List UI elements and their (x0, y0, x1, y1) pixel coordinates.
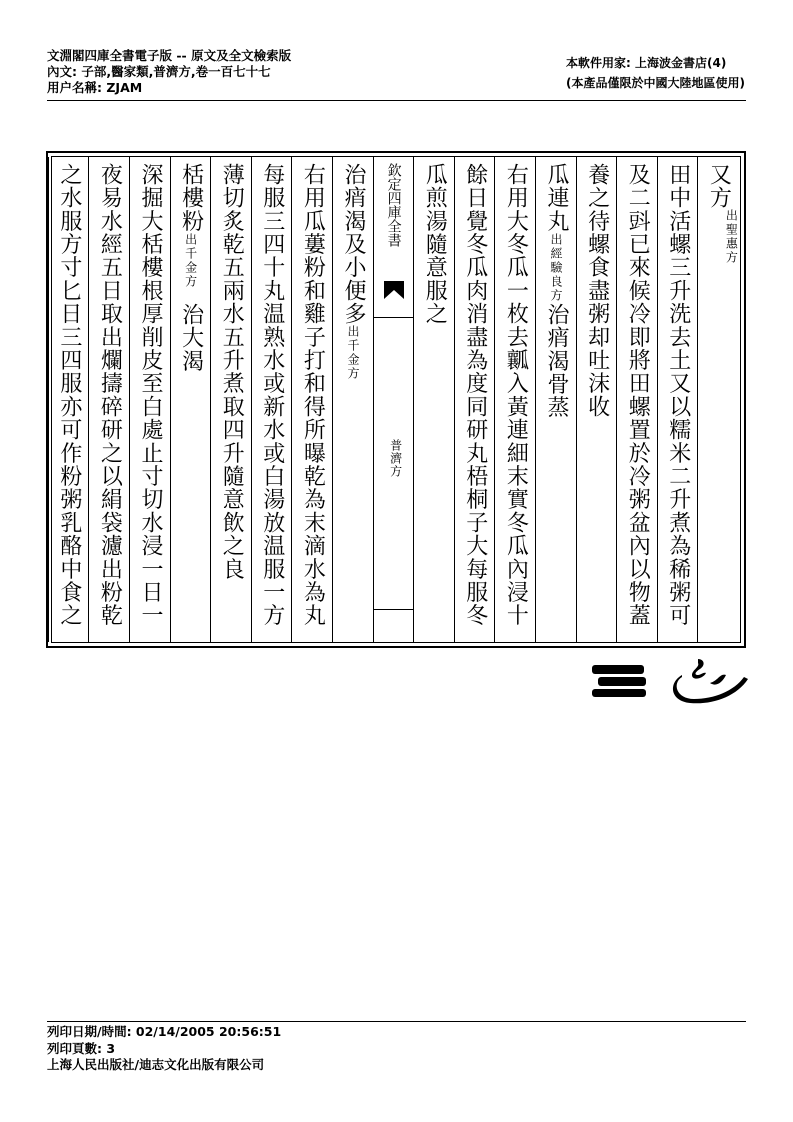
column-text (617, 163, 657, 642)
main-text: 之水服方寸匕日三四服亦可作粉粥乳酪中食之 (56, 163, 82, 627)
column-text (171, 163, 211, 642)
text-column (413, 157, 454, 642)
text-column (454, 157, 495, 642)
header-licensee: 本軟件用家: 上海波金書店(4) (566, 56, 727, 70)
column-text (658, 163, 698, 642)
text-column (697, 157, 738, 642)
main-text: 瓜連丸 (544, 163, 569, 233)
column-text (292, 163, 332, 642)
footer-divider (47, 1021, 746, 1022)
source-annotation: 出聖惠方 (724, 209, 738, 266)
spine-rule (374, 317, 414, 318)
text-column (576, 157, 617, 642)
main-text: 薄切炙乾五兩水五升煮取四升隨意飲之良 (219, 163, 245, 581)
text-column (494, 157, 535, 642)
header-region-note: (本產品僅限於中國大陸地區使用) (566, 76, 745, 90)
main-text: 深掘大栝樓根厚削皮至白處止寸切水浸一日一 (138, 163, 163, 627)
main-text: 治痟渴及小便多 (341, 163, 366, 326)
source-annotation: 出千金方 (183, 232, 198, 289)
main-text: 治痟渴骨蒸 (544, 302, 569, 419)
column-text (49, 163, 89, 642)
column-text (252, 163, 292, 642)
publisher-logo (590, 655, 750, 705)
print-datetime: 列印日期/時間: 02/14/2005 20:56:51 (47, 1024, 282, 1039)
main-text: 餘日覺冬瓜肉消盡為度同研丸梧桐子大每服冬 (462, 163, 488, 627)
text-column (657, 157, 698, 642)
text-frame (46, 151, 746, 648)
spine-column (373, 157, 414, 642)
main-text: 及二㪷已來候冷即將田螺置於冷粥盆內以物蓋 (625, 163, 651, 627)
main-text: 右用瓜蔞粉和雞子打和得所曝乾為末滴水為丸 (300, 163, 326, 627)
source-annotation: 出千金方 (346, 325, 360, 382)
main-text: 又方 (706, 163, 732, 210)
text-column (170, 157, 211, 642)
text-column (332, 157, 373, 642)
main-text: 瓜煎湯隨意服之 (422, 163, 448, 326)
column-text (130, 163, 170, 642)
header-left (47, 48, 291, 96)
column-text (536, 163, 576, 642)
header-title: 文淵閣四庫全書電子版 -- 原文及全文檢索版 (47, 48, 292, 63)
main-text: 養之待螺食盡粥却吐沫收 (584, 163, 610, 419)
text-column (616, 157, 657, 642)
column-text (211, 163, 251, 642)
column-text (414, 163, 454, 642)
text-column (129, 157, 170, 642)
print-page-count: 列印頁數: 3 (47, 1040, 116, 1056)
column-text (333, 163, 373, 642)
text-column (535, 157, 576, 642)
column-text (495, 163, 535, 642)
header-username: 用户名稱: ZJAM (47, 80, 143, 95)
publisher-credit: 上海人民出版社/迪志文化出版有限公司 (47, 1057, 265, 1072)
footer (47, 1024, 281, 1074)
main-text: 每服三四十丸温熟水或新水或白湯放温服一方 (259, 163, 285, 627)
column-text (698, 163, 738, 642)
header-content-path: 內文: 子部,醫家類,普濟方,卷一百七十七 (47, 64, 271, 79)
text-column (210, 157, 251, 642)
text-column (291, 157, 332, 642)
text-column (88, 157, 129, 642)
spine-rule (374, 609, 414, 610)
column-text (89, 163, 129, 642)
header-divider (47, 100, 746, 101)
fishtail-mark-icon (384, 281, 404, 299)
text-columns (51, 156, 741, 643)
main-text: 治大渴 (178, 302, 204, 373)
column-text (455, 163, 495, 642)
source-annotation: 出經驗良方 (549, 232, 563, 303)
spine-subtitle: 普濟方 (388, 439, 403, 478)
spine-title: 欽定四庫全書 (385, 163, 402, 247)
main-text: 田中活螺三升洗去土又以糯米二升煮為稀粥可 (665, 163, 691, 627)
text-column (251, 157, 292, 642)
main-text: 夜易水經五日取出爛擣碎研之以絹袋濾出粉乾 (97, 163, 123, 627)
main-text: 右用大冬瓜一枚去瓤入黃連細末實冬瓜內浸十 (503, 163, 529, 627)
header-right (566, 50, 745, 90)
text-column (48, 157, 89, 642)
main-text: 栝樓粉 (178, 163, 204, 233)
column-text (577, 163, 617, 642)
